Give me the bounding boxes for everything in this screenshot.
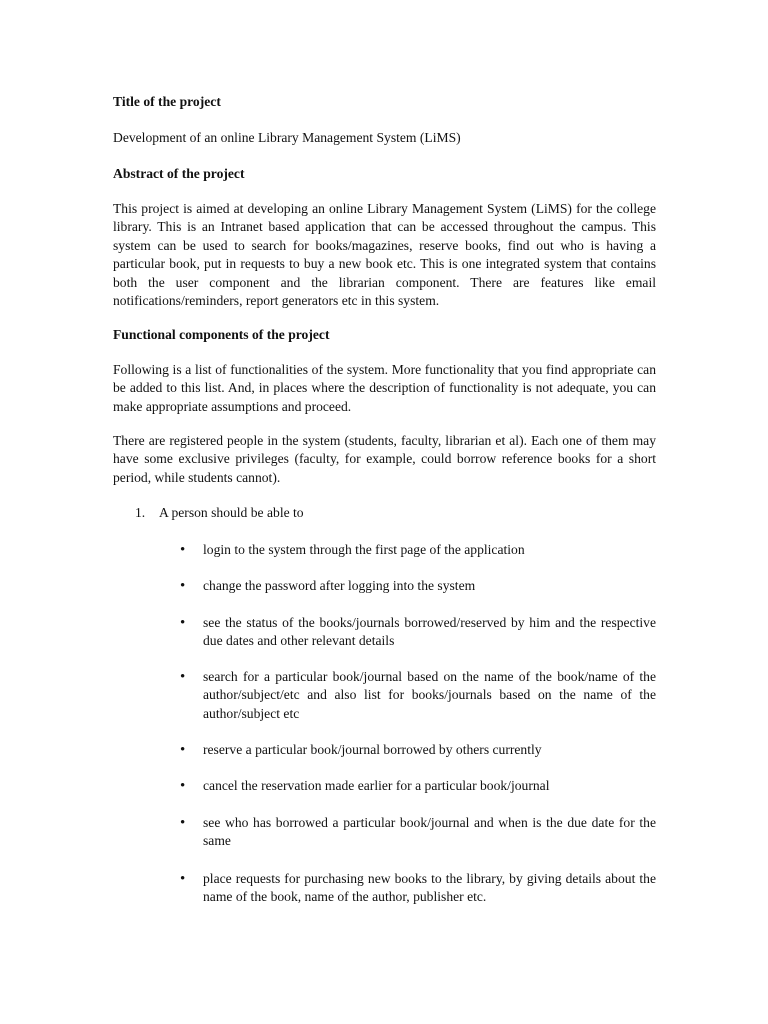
bullet-item xyxy=(180,668,656,723)
list-number: 1. xyxy=(135,505,146,520)
bullet-item xyxy=(180,814,656,851)
registered-paragraph: There are registered people in the system (students, faculty, librarian et al). Each one of them may have some exclusive privileges (faculty, for example, could borrow reference books for a short period, while students cannot). xyxy=(113,433,656,485)
numbered-list-item xyxy=(135,504,655,522)
title-heading: Title of the project xyxy=(113,94,221,109)
bullet-icon: • xyxy=(180,778,186,794)
list-item-text: A person should be able to xyxy=(159,505,304,520)
functional-heading: Functional components of the project xyxy=(113,327,330,342)
bullet-icon: • xyxy=(180,542,186,558)
functional-intro-paragraph: Following is a list of functionalities of the system. More functionality that you find appropriate can be added to this list. And, in places where the description of functionality is not adequate, you can make appropriate assumptions and proceed. xyxy=(113,362,656,414)
bullet-text: see the status of the books/journals borrowed/reserved by him and the respective due dates and other relevant details xyxy=(203,615,656,649)
bullet-icon: • xyxy=(180,669,186,685)
bullet-item xyxy=(180,777,656,795)
bullet-item xyxy=(180,577,656,595)
abstract-paragraph: This project is aimed at developing an online Library Management System (LiMS) for the college library. This is an Intranet based application that can be accessed throughout the campus. This system can be used to search for books/magazines, reserve books, find out who is having a particular book, put in requests to buy a new book etc. This is one integrated system that contains both the user component and the librarian component. There are features like email notifications/reminders, report generators etc in this system. xyxy=(113,201,656,309)
bullet-text: login to the system through the first page of the application xyxy=(203,542,525,557)
bullet-text: search for a particular book/journal based on the name of the book/name of the author/subject/etc and also list for books/journals based on the name of the author/subject etc xyxy=(203,669,656,721)
bullet-item xyxy=(180,870,656,907)
project-title: Development of an online Library Management System (LiMS) xyxy=(113,130,461,145)
bullet-item xyxy=(180,541,656,559)
bullet-text: place requests for purchasing new books to the library, by giving details about the name of the book, name of the author, publisher etc. xyxy=(203,871,656,905)
bullet-item xyxy=(180,614,656,651)
bullet-icon: • xyxy=(180,742,186,758)
abstract-heading: Abstract of the project xyxy=(113,166,245,181)
bullet-icon: • xyxy=(180,615,186,631)
bullet-icon: • xyxy=(180,578,186,594)
bullet-icon: • xyxy=(180,815,186,831)
bullet-icon: • xyxy=(180,871,186,887)
bullet-text: cancel the reservation made earlier for a particular book/journal xyxy=(203,778,550,793)
bullet-text: see who has borrowed a particular book/journal and when is the due date for the same xyxy=(203,815,656,849)
bullet-text: change the password after logging into the system xyxy=(203,578,476,593)
bullet-item xyxy=(180,741,656,759)
bullet-text: reserve a particular book/journal borrowed by others currently xyxy=(203,742,542,757)
